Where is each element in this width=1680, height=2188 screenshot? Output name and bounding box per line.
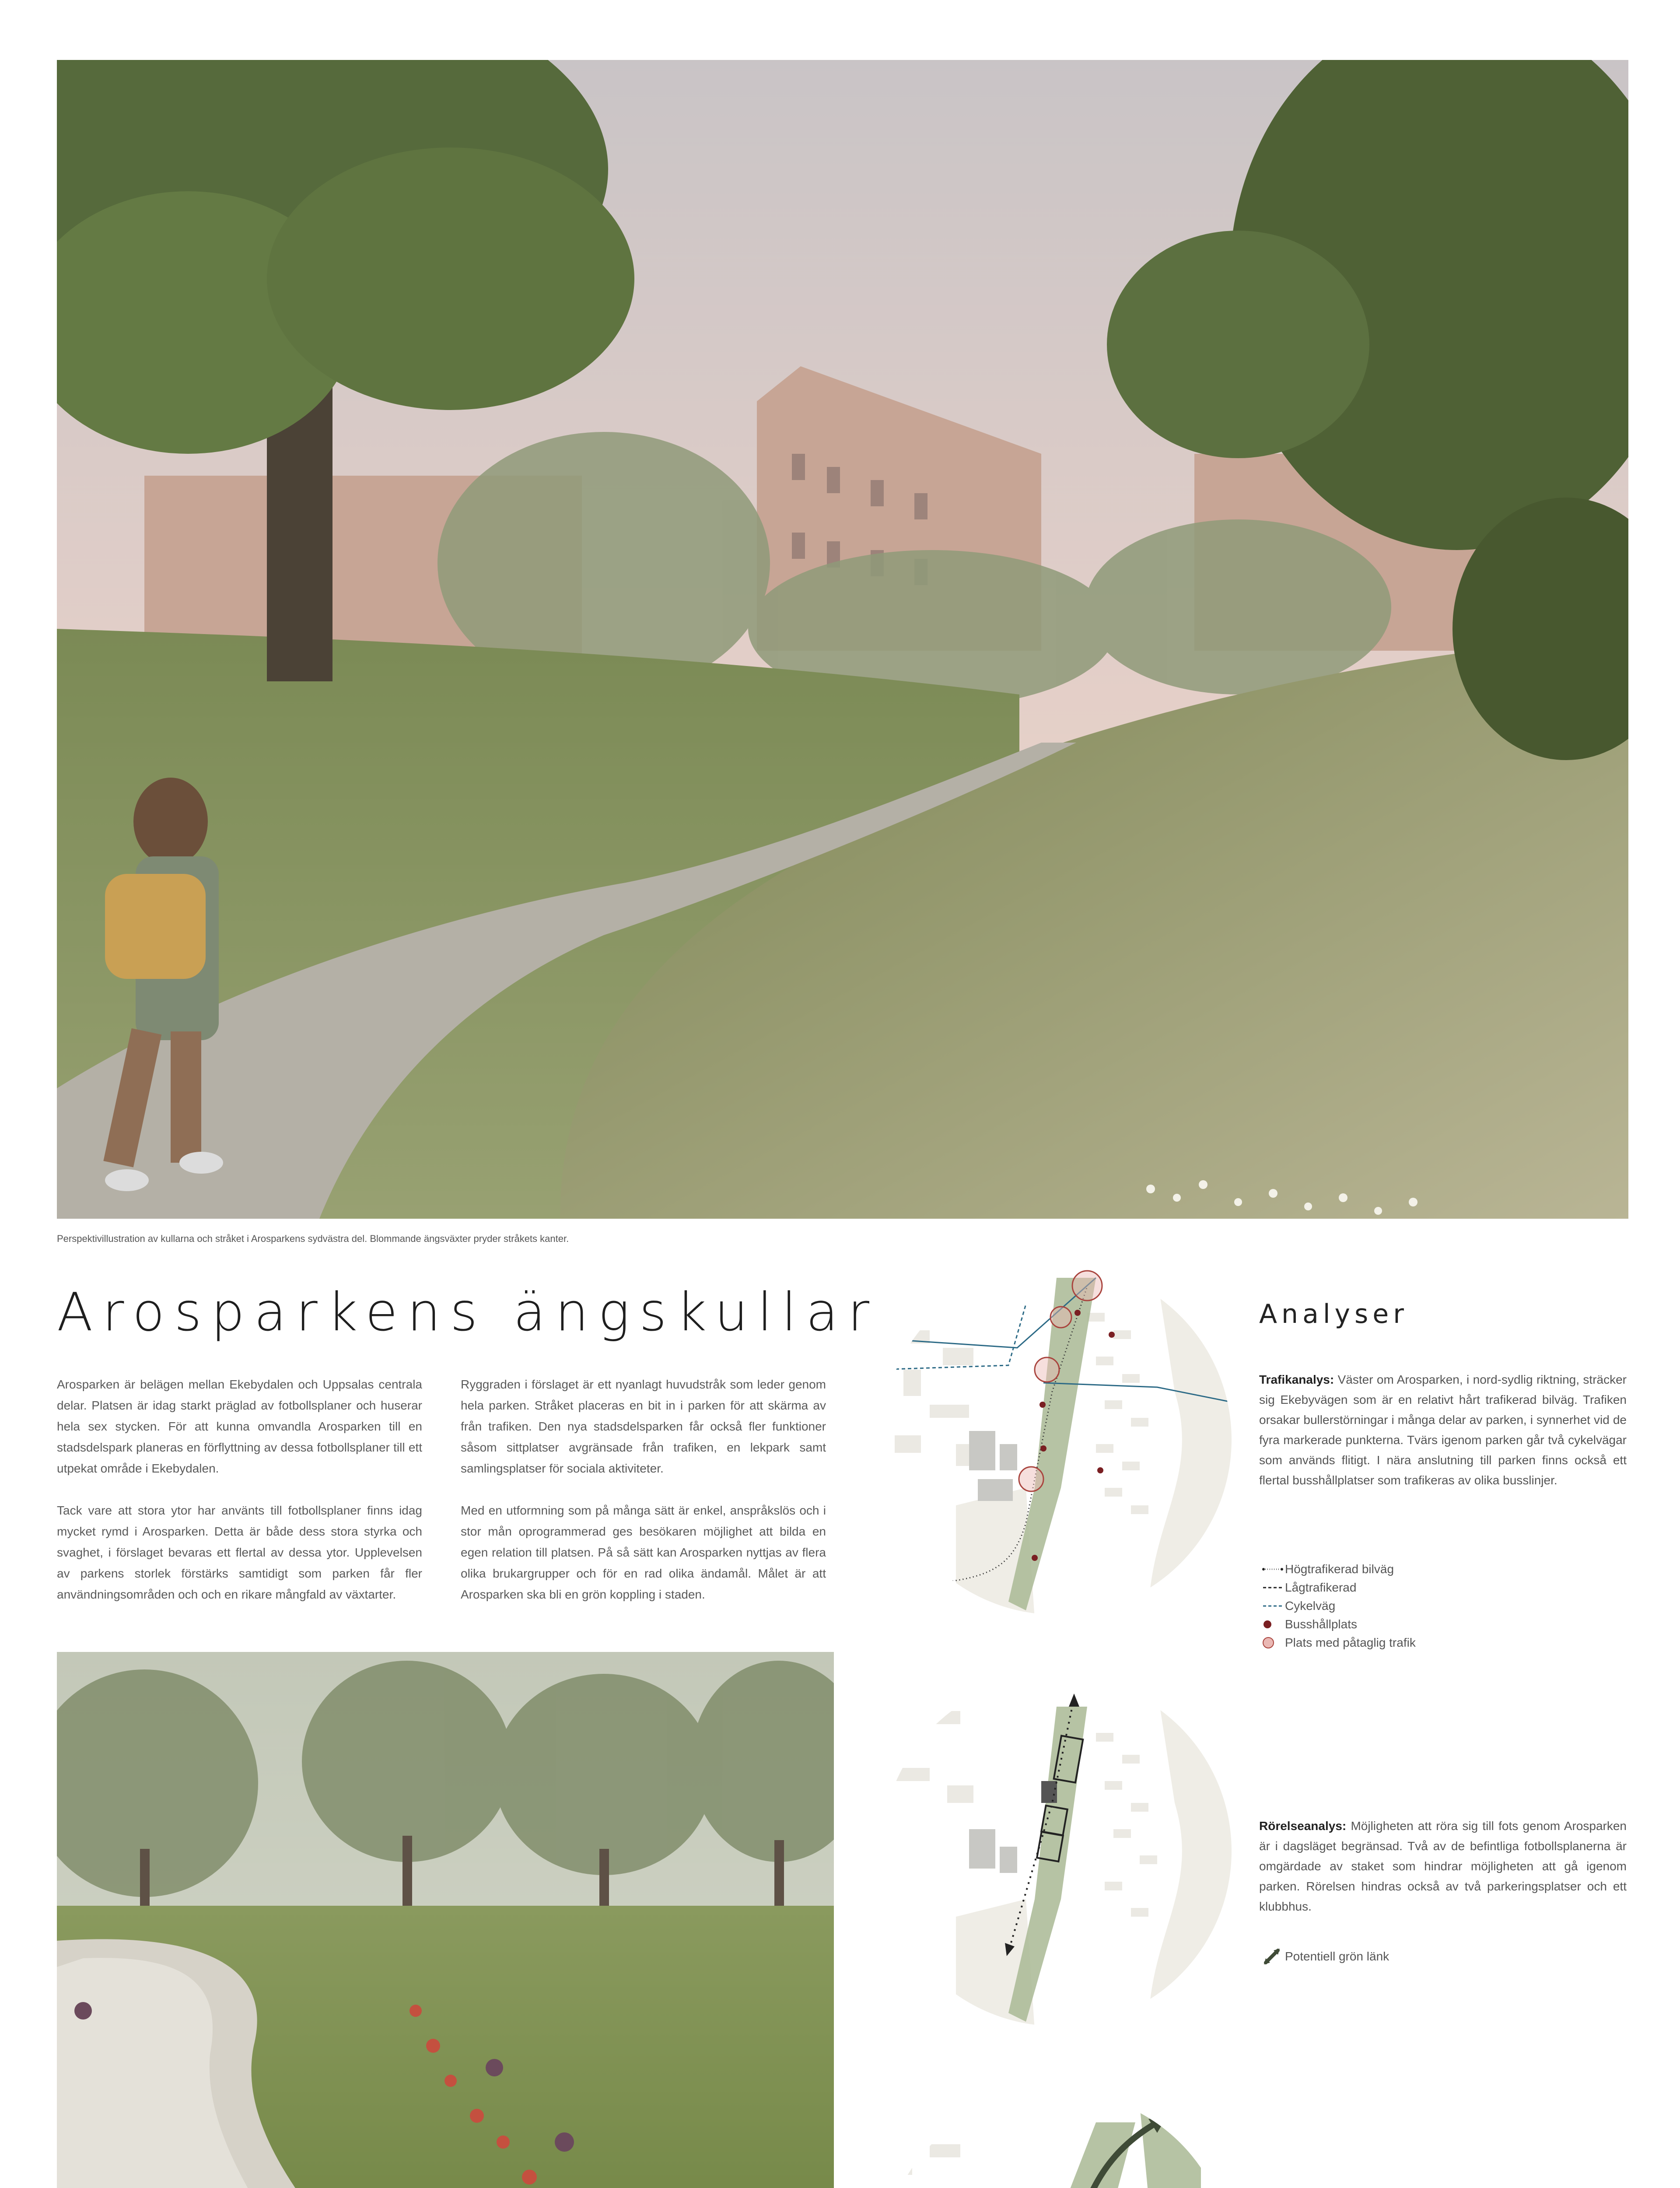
legend-item <box>1262 1597 1416 1615</box>
traffic-analysis-text <box>1259 1370 1627 1490</box>
movement-analysis-map <box>868 1672 1245 2030</box>
movement-analysis-text <box>1259 1816 1627 1917</box>
green-link-arrow-icon <box>1262 1950 1285 1963</box>
perspective-illustration <box>57 60 1628 1219</box>
traffic-analysis-map <box>868 1260 1245 1619</box>
intro-paragraph: Med en utformning som på många sätt är enkel, anspråkslös och i stor mån oprogrammerad ges besökaren möjlighet att bilda en egen relation till platsen. På så sätt kan Arosparken nyttjas av flera olika brukargrupper och för en rad olika ändamål. Målet är att Arosparken ska bli en grön koppling i staden. <box>461 1504 826 1601</box>
legend-label: Busshållplats <box>1285 1617 1357 1631</box>
legend-label: Cykelväg <box>1285 1599 1336 1613</box>
movement-analysis-body: Möjligheten att röra sig till fots genom Arosparken är i dagsläget begränsad. Två av de befintliga fotbollsplanerna är omgärdade av staket som hindrar möjligheten att gå igenom parken. Rörelsen hindras också av två parkeringsplatser och ett klubbhus. <box>1259 1819 1627 1913</box>
intro-column-2 <box>461 1374 826 1626</box>
traffic-legend <box>1262 1560 1416 1652</box>
intro-paragraph: Arosparken är belägen mellan Ekebydalen och Uppsalas centrala delar. Platsen är idag starkt präglad av fotbollsplaner och huserar hela sex stycken. För att kunna omvandla Arosparken till en stadsdelspark planeras en förflyttning av dessa fotbollsplaner till ett utpekat område i Ekebydalen. <box>57 1378 422 1475</box>
legend-item <box>1262 1634 1416 1652</box>
low-traffic-line-icon <box>1262 1581 1285 1594</box>
legend-item <box>1262 1560 1416 1578</box>
legend-label: Högtrafikerad bilväg <box>1285 1562 1394 1576</box>
legend-label: Lågtrafikerad <box>1285 1581 1357 1594</box>
movement-analysis-label: Rörelseanalys: <box>1259 1819 1347 1833</box>
intro-column-1 <box>57 1374 422 1626</box>
top-image-caption: Perspektivillustration av kullarna och stråket i Arosparkens sydvästra del. Blommande ängsväxter pryder stråkets kanter. <box>57 1233 569 1244</box>
legend-label: Plats med påtaglig trafik <box>1285 1636 1416 1649</box>
intro-paragraph: Ryggraden i förslaget är ett nyanlagt huvudstråk som leder genom hela parken. Stråket placeras en bit in i parken för att skärma av från trafiken. Den nya stadsdelsparken får också fler funktioner såsom sittplatser avgränsade från trafiken, en lekpark samt samlingsplatser för sociala aktiviteter. <box>461 1378 826 1475</box>
legend-item <box>1262 1578 1416 1597</box>
heavy-traffic-circle-icon <box>1262 1636 1285 1649</box>
traffic-analysis-label: Trafikanalys: <box>1259 1373 1334 1386</box>
green-connections-map <box>868 2087 1245 2188</box>
legend-item <box>1262 1947 1389 1966</box>
intro-paragraph: Tack vare att stora ytor har använts till fotbollsplaner finns idag mycket rymd i Arosparken. Detta är både dess stora styrka och svaghet, i förslaget bevaras ett flertal av dessa ytor. Upplevelsen av parkens storlek förstärks samtidigt som parken får fler användningsområden och och en rikare mångfald av växtarter. <box>57 1504 422 1601</box>
concept-illustration <box>57 1652 834 2188</box>
page-title: Arosparkens ängskullar <box>57 1282 879 1343</box>
analyses-heading: Analyser <box>1259 1299 1408 1329</box>
heavy-road-line-icon <box>1262 1563 1285 1576</box>
bike-path-line-icon <box>1262 1599 1285 1613</box>
legend-label: Potentiell grön länk <box>1285 1950 1390 1963</box>
movement-legend <box>1262 1947 1389 1966</box>
traffic-analysis-body: Väster om Arosparken, i nord-sydlig riktning, sträcker sig Ekebyvägen som är en relativt hårt trafikerad bilväg. Trafiken orsakar bullerstörningar i många delar av parken, i synnerhet vid de fyra markerade punkterna. Tvärs igenom parken går två cykelvägar som används flitigt. I nära anslutning till parken finns också ett flertal busshållplatser som trafikeras av olika busslinjer. <box>1259 1373 1627 1487</box>
bus-stop-dot-icon <box>1262 1618 1285 1631</box>
legend-item <box>1262 1615 1416 1634</box>
